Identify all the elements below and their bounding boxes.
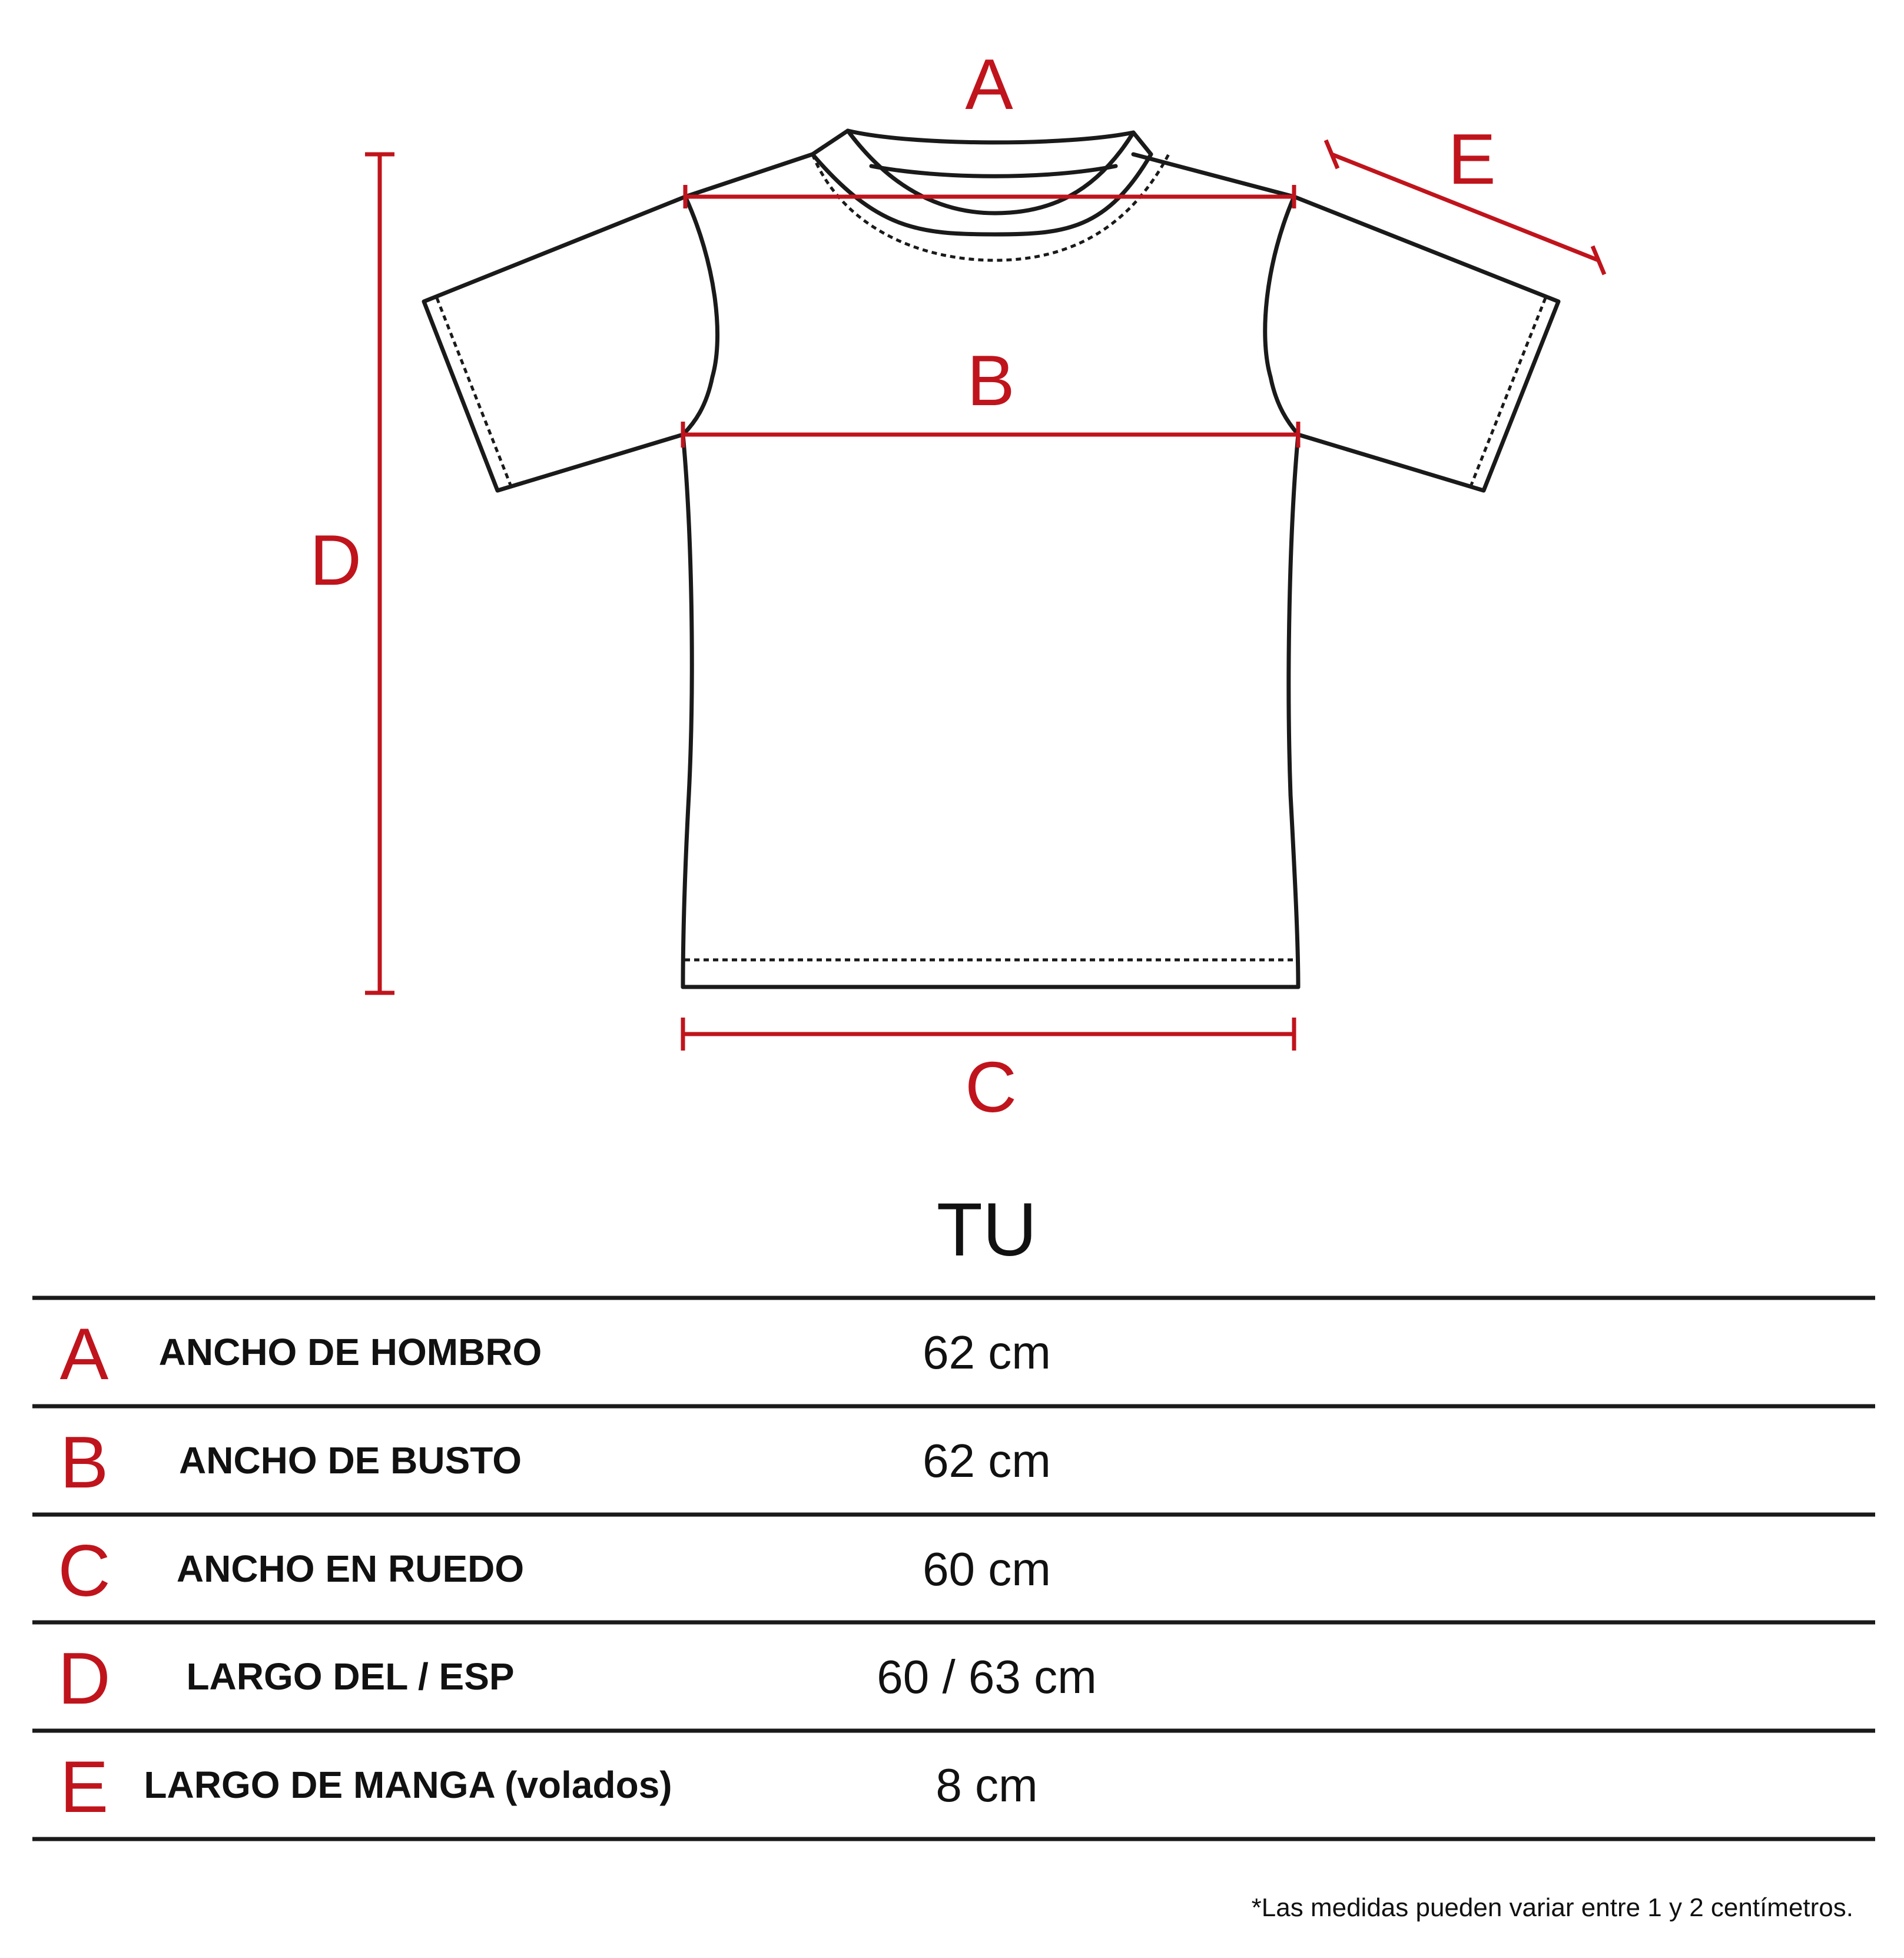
measure-letter-a: A	[965, 44, 1013, 124]
row-name: ANCHO DE BUSTO	[179, 1439, 522, 1482]
left-sleeve	[424, 154, 812, 491]
collar-outer	[812, 131, 1151, 234]
size-label: TU	[936, 1188, 1037, 1272]
row-value: 62 cm	[923, 1326, 1051, 1379]
collar-back	[871, 166, 1116, 176]
measure-line-c	[683, 1018, 1294, 1051]
table-row	[60, 1422, 1051, 1503]
table-row	[58, 1638, 1097, 1720]
measure-line-d	[365, 154, 394, 993]
row-name: LARGO DE MANGA (volados)	[144, 1764, 672, 1806]
measure-letter-b: B	[967, 340, 1015, 420]
row-value: 62 cm	[923, 1434, 1051, 1487]
row-letter: E	[59, 1747, 109, 1828]
measure-letter-c: C	[964, 1047, 1017, 1127]
size-table	[58, 1314, 1097, 1828]
table-row	[60, 1314, 1051, 1395]
row-letter: A	[59, 1314, 109, 1395]
row-value: 8 cm	[936, 1759, 1038, 1811]
row-letter: D	[58, 1638, 111, 1720]
measure-letter-e: E	[1448, 119, 1496, 199]
row-value: 60 / 63 cm	[877, 1651, 1097, 1703]
measurement-lines	[365, 140, 1604, 1051]
row-letter: B	[59, 1422, 109, 1503]
row-name: LARGO DEL / ESP	[186, 1655, 515, 1698]
row-letter: C	[58, 1530, 111, 1612]
stitch-lines	[437, 154, 1545, 960]
collar-stitch	[812, 154, 1169, 260]
body-right-side	[1265, 197, 1298, 987]
row-name: ANCHO EN RUEDO	[176, 1548, 525, 1590]
measure-letter-d: D	[309, 520, 362, 600]
body-left-side	[683, 197, 718, 987]
left-sleeve-stitch	[437, 298, 511, 486]
row-value: 60 cm	[923, 1543, 1051, 1595]
table-row	[60, 1747, 1038, 1828]
footnote: *Las medidas pueden variar entre 1 y 2 centímetros.	[1251, 1893, 1853, 1922]
table-row	[58, 1530, 1051, 1612]
right-sleeve-stitch	[1471, 298, 1545, 486]
right-sleeve	[1133, 154, 1558, 491]
measure-line-a	[685, 185, 1294, 208]
measure-line-b	[683, 422, 1298, 448]
row-name: ANCHO DE HOMBRO	[158, 1331, 542, 1373]
